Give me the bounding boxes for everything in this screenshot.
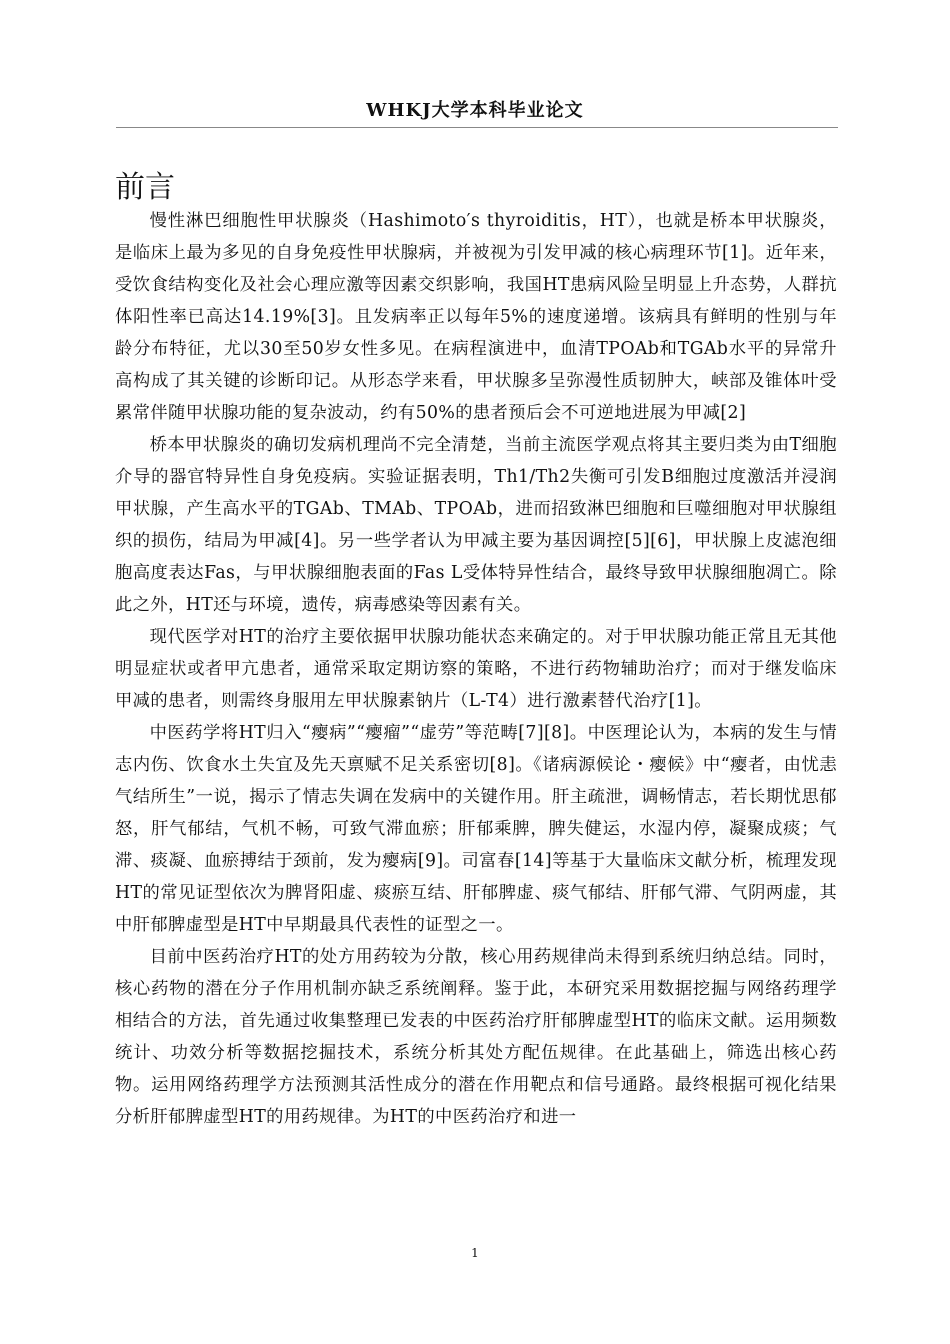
header-divider (116, 127, 838, 128)
section-title: 前言 (115, 170, 175, 205)
paragraph-4: 中医药学将HT归入“瘿病”“瘿瘤”“虚劳”等范畴[7][8]。中医理论认为，本病的发生与情志内伤、饮食水土失宜及先天禀赋不足关系密切[8]。《诸病源候论・瘿候》中“瘿者，由忧恚气结所生”一说，揭示了情志失调在发病中的关键作用。肝主疏泄，调畅情志，若长期忧思郁怒，肝气郁结，气机不畅，可致气滞血瘀；肝郁乘脾，脾失健运，水湿内停，凝聚成痰；气滞、痰凝、血瘀搏结于颈前，发为瘿病[9]。司富春[14]等基于大量临床文献分析，梳理发现HT的常见证型依次为脾肾阳虚、痰瘀互结、肝郁脾虚、痰气郁结、肝郁气滞、气阴两虚，其中肝郁脾虚型是HT中早期最具代表性的证型之一。 (115, 723, 837, 935)
running-header: WHKJ大学本科毕业论文 (366, 100, 584, 121)
paragraph-3: 现代医学对HT的治疗主要依据甲状腺功能状态来确定的。对于甲状腺功能正常且无其他明显症状或者甲亢患者，通常采取定期访察的策略，不进行药物辅助治疗；而对于继发临床甲减的患者，则需终身服用左甲状腺素钠片（L-T4）进行激素替代治疗[1]。 (115, 627, 837, 711)
paragraph-2: 桥本甲状腺炎的确切发病机理尚不完全清楚，当前主流医学观点将其主要归类为由T细胞介导的器官特异性自身免疫病。实验证据表明，Th1/Th2失衡可引发B细胞过度激活并浸润甲状腺，产生高水平的TGAb、TMAb、TPOAb，进而招致淋巴细胞和巨噬细胞对甲状腺组织的损伤，结局为甲减[4]。另一些学者认为甲减主要为基因调控[5][6]，甲状腺上皮滤泡细胞高度表达Fas，与甲状腺细胞表面的Fas L受体特异性结合，最终导致甲状腺细胞凋亡。除此之外，HT还与环境，遗传，病毒感染等因素有关。 (115, 435, 837, 615)
body-text (115, 205, 837, 1133)
paragraph-5: 目前中医药治疗HT的处方用药较为分散，核心用药规律尚未得到系统归纳总结。同时，核心药物的潜在分子作用机制亦缺乏系统阐释。鉴于此，本研究采用数据挖掘与网络药理学相结合的方法，首先通过收集整理已发表的中医药治疗肝郁脾虚型HT的临床文献。运用频数统计、功效分析等数据挖掘技术，系统分析其处方配伍规律。在此基础上，筛选出核心药物。运用网络药理学方法预测其活性成分的潜在作用靶点和信号通路。最终根据可视化结果分析肝郁脾虚型HT的用药规律。为HT的中医药治疗和进一 (115, 947, 837, 1127)
page-number: 1 (471, 1246, 479, 1260)
paragraph-1: 慢性淋巴细胞性甲状腺炎（Hashimoto′s thyroiditis，HT），也就是桥本甲状腺炎，是临床上最为多见的自身免疫性甲状腺病，并被视为引发甲减的核心病理环节[1]。近年来，受饮食结构变化及社会心理应激等因素交织影响，我国HT患病风险呈明显上升态势，人群抗体阳性率已高达14.19%[3]。且发病率正以每年5%的速度递增。该病具有鲜明的性别与年龄分布特征，尤以30至50岁女性多见。在病程演进中，血清TPOAb和TGAb水平的异常升高构成了其关键的诊断印记。从形态学来看，甲状腺多呈弥漫性质韧肿大，峡部及锥体叶受累常伴随甲状腺功能的复杂波动，约有50%的患者预后会不可逆地进展为甲减[2] (115, 211, 837, 423)
